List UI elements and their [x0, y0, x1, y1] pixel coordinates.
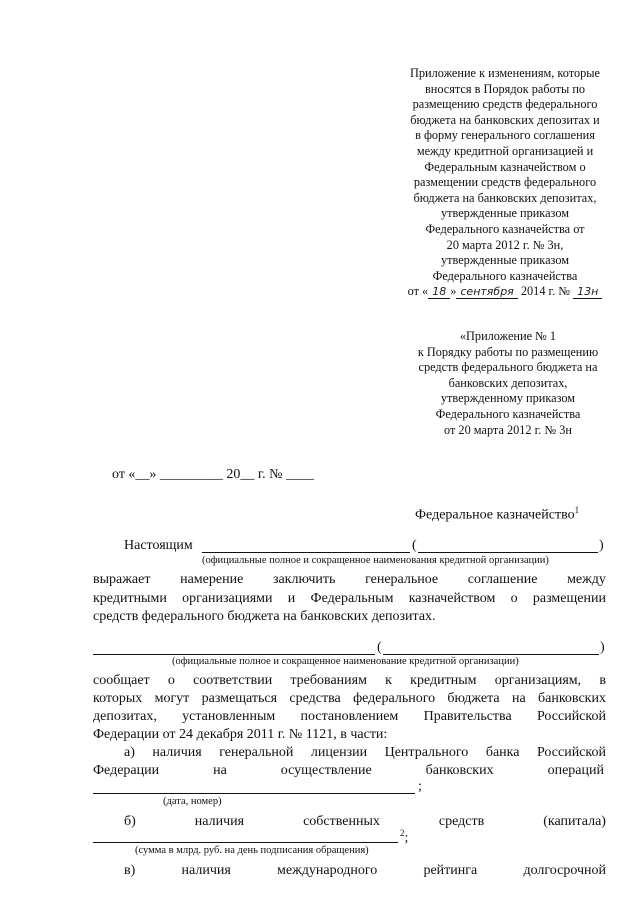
- word: банковских: [425, 763, 494, 778]
- word: и: [287, 591, 296, 606]
- word: рейтинга: [423, 863, 478, 878]
- word: которых: [93, 691, 143, 706]
- section2-line4: Федерации от 24 декабря 2011 г. № 1121, в части:: [93, 727, 388, 742]
- header-line: в форму генерального соглашения: [415, 128, 595, 143]
- word: на: [511, 691, 526, 706]
- license-blank: [93, 793, 415, 794]
- header-line: банковских депозитах,: [448, 375, 568, 390]
- word: могут: [154, 691, 190, 706]
- section1-start: Настоящим: [124, 538, 193, 553]
- section1-close-paren: ): [599, 538, 604, 553]
- handwritten-month: сентября: [456, 285, 517, 299]
- capital-blank: [93, 842, 398, 843]
- footnote-2-marker: 2: [400, 828, 405, 838]
- section2-line3: [93, 708, 606, 725]
- header-line: Приложение к изменениям, которые: [410, 66, 600, 80]
- word: между: [567, 572, 606, 587]
- section2-line1: [93, 672, 606, 689]
- word: международного: [277, 863, 378, 878]
- section1-line3: средств федерального бюджета на банковских депозитах.: [93, 609, 436, 624]
- word: в: [599, 673, 606, 688]
- section2-caption: (официальные полное и сокращенное наименование кредитной организации): [172, 656, 519, 667]
- word: намерение: [180, 572, 244, 587]
- word: о: [510, 591, 518, 606]
- word: соответствии: [193, 673, 273, 688]
- word: кредитными: [93, 591, 167, 606]
- word: Правительства: [423, 709, 512, 724]
- word: организациям,: [494, 673, 582, 688]
- item-c-line1: [124, 862, 606, 879]
- word: средства: [289, 691, 341, 706]
- word: собственных: [303, 814, 380, 829]
- section2-close-paren: ): [600, 640, 605, 655]
- word: размещении: [532, 591, 606, 606]
- word: организациями: [182, 591, 273, 606]
- word: установленным: [182, 709, 276, 724]
- header-line: «Приложение № 1: [459, 329, 557, 343]
- word: генеральное: [365, 572, 439, 587]
- word: (капитала): [543, 814, 606, 829]
- form-date-line: от «__» _________ 20__ г. № ____: [112, 467, 314, 482]
- word: средств: [438, 814, 485, 829]
- section2-line2: [93, 690, 606, 707]
- word: бюджета: [447, 691, 500, 706]
- handwritten-number: 13н: [573, 285, 602, 299]
- word: постановлением: [300, 709, 399, 724]
- org-name-blank-2: [93, 654, 375, 655]
- addressee: [415, 502, 579, 524]
- section1-open-paren: (: [412, 538, 417, 553]
- item-a-line1: [124, 744, 606, 761]
- word: а): [124, 745, 135, 760]
- section1-line2: [93, 590, 606, 607]
- word: банковских: [538, 691, 606, 706]
- word: депозитах,: [93, 709, 157, 724]
- word: наличия: [152, 745, 202, 760]
- header-line: средств федерального бюджета на: [418, 360, 598, 375]
- header-line: утвержденные приказом: [440, 206, 570, 221]
- word: операций: [547, 763, 604, 778]
- word: наличия: [181, 863, 231, 878]
- header-line: к Порядку работы по размещению: [417, 344, 599, 359]
- appendix-1-header: [398, 329, 618, 438]
- word: к: [385, 673, 392, 688]
- item-a-caption: (дата, номер): [163, 796, 222, 807]
- word: на: [213, 763, 227, 778]
- word: лицензии: [310, 745, 368, 760]
- item-a-line2: [93, 762, 604, 779]
- word: наличия: [194, 814, 245, 829]
- addressee-text: Федеральное казначейство: [415, 507, 575, 523]
- word: б): [124, 814, 136, 829]
- word: Российской: [536, 745, 606, 760]
- word: Российской: [536, 709, 606, 724]
- header-line: размещении средств федерального: [413, 175, 597, 190]
- header-line: Федерального казначейства от: [425, 221, 585, 236]
- header-line: бюджета на банковских депозитах,: [413, 190, 597, 205]
- word: кредитным: [410, 673, 477, 688]
- header-line: Федеральным казначейством о: [424, 159, 586, 174]
- date-prefix: от «: [407, 284, 429, 299]
- header-line: от 20 марта 2012 г. № 3н: [443, 422, 572, 437]
- item-b-line1: [124, 813, 606, 830]
- word: федерального: [353, 691, 436, 706]
- word: о: [167, 673, 175, 688]
- word: Федеральным: [310, 591, 394, 606]
- section1-caption: (официальные полное и сокращенное наименования кредитной организации): [202, 555, 549, 566]
- word: заключить: [272, 572, 336, 587]
- section1-line1: [93, 571, 606, 588]
- order-date-line: [385, 284, 625, 300]
- word: осуществление: [280, 763, 372, 778]
- item-b-semicolon: ;: [404, 830, 409, 846]
- date-year: 2014 г. №: [520, 284, 571, 299]
- word: соглашение: [467, 572, 538, 587]
- word: Центрального: [384, 745, 469, 760]
- header-line: утвержденные приказом: [440, 253, 570, 268]
- footnote-1-marker: 1: [574, 505, 580, 515]
- org-name-blank-1: [202, 552, 410, 553]
- word: выражает: [93, 572, 151, 587]
- word: сообщает: [93, 673, 150, 688]
- word: требованиям: [290, 673, 367, 688]
- header-line: Федерального казначейства: [432, 268, 578, 283]
- word: банка: [485, 745, 520, 760]
- header-line: бюджета на банковских депозитах и: [410, 112, 600, 127]
- handwritten-day: 18: [428, 285, 450, 299]
- date-mid: »: [450, 284, 457, 299]
- word: Федерации: [93, 763, 160, 778]
- item-b-end: [400, 825, 408, 847]
- org-short-name-blank-2: [383, 654, 599, 655]
- section2-open-paren: (: [377, 640, 382, 655]
- word: казначейством: [408, 591, 496, 606]
- header-line: утвержденному приказом: [440, 391, 576, 406]
- item-a-end: ;: [418, 779, 422, 794]
- header-line: вносятся в Порядок работы по: [424, 81, 586, 96]
- item-b-caption: (сумма в млрд. руб. на день подписания обращения): [135, 845, 369, 856]
- org-short-name-blank-1: [418, 552, 598, 553]
- word: долгосрочной: [523, 863, 606, 878]
- header-line: Федерального казначейства: [435, 406, 581, 421]
- word: размещаться: [201, 691, 278, 706]
- header-line: между кредитной организацией и: [416, 143, 594, 158]
- word: генеральной: [219, 745, 294, 760]
- header-line: размещению средств федерального: [412, 97, 598, 112]
- word: в): [124, 863, 136, 878]
- header-line: 20 марта 2012 г. № 3н,: [446, 237, 564, 252]
- appendix-header: [385, 66, 625, 300]
